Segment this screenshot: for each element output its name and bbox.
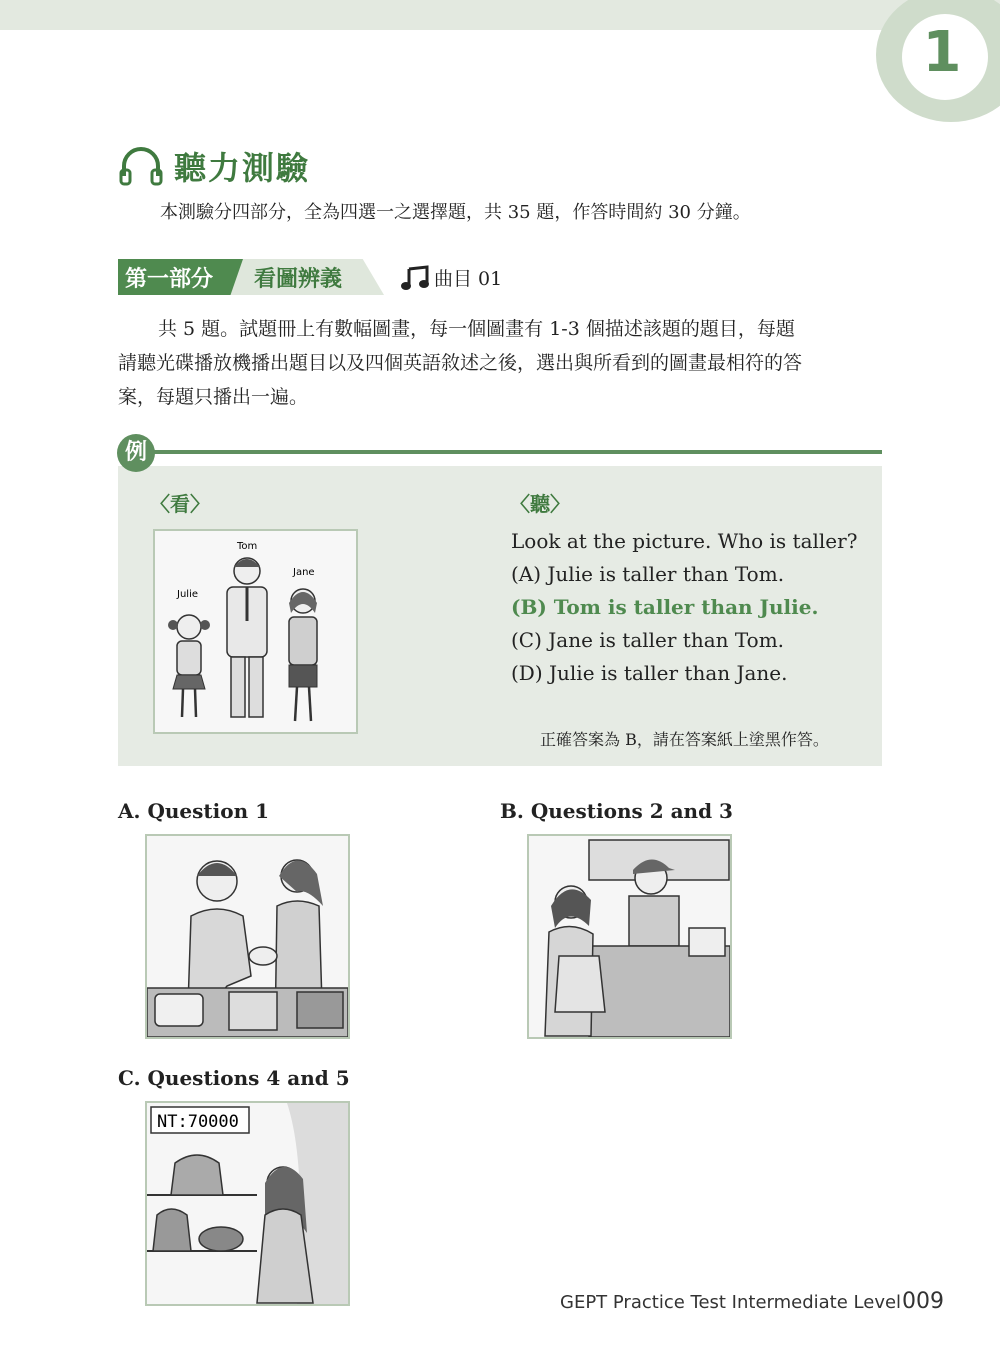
page-number: 009 [902,1289,944,1314]
example-rule [150,450,882,454]
footer-title: GEPT Practice Test Intermediate Level [560,1292,902,1313]
example-illustration [153,529,358,734]
question-text: Look at the picture. Who is taller? [511,529,858,553]
picture-store-window [145,1101,350,1306]
option-a: (A) Julie is taller than Tom. [511,562,785,586]
question-b-heading: B. Questions 2 and 3 [500,799,733,823]
option-c: (C) Jane is taller than Tom. [511,628,785,652]
picture-shop-counter [527,834,732,1039]
answer-options [511,525,857,690]
track-text: 曲目 01 [434,268,503,290]
answer-note: 正確答案為 B，請在答案紙上塗黑作答。 [540,730,829,749]
headphones-icon [118,146,164,186]
part-topic: 看圖辨義 [254,267,343,292]
top-band [0,0,1000,30]
instruction-line: 共 5 題。試題冊上有數幅圖畫，每一個圖畫有 1-3 個描述該題的題目，每題 [158,318,795,340]
chapter-number: 1 [922,20,962,85]
label-jane: Jane [293,567,315,578]
hear-heading: 〈聽〉 [510,492,570,516]
store-window-drawing [147,1103,348,1304]
music-note-icon [400,265,430,291]
example-marker: 例 [117,434,155,472]
question-c-heading: C. Questions 4 and 5 [118,1066,350,1090]
see-heading: 〈看〉 [150,492,210,516]
instructions [118,312,888,414]
picture-handshake [145,834,350,1039]
instruction-line: 請聽光碟播放機播出題目以及四個英語敘述之後，選出與所看到的圖畫最相符的答 [118,352,803,374]
handshake-drawing [147,836,348,1037]
label-julie: Julie [177,589,198,600]
shop-counter-drawing [529,836,730,1037]
question-a-heading: A. Question 1 [118,799,269,823]
track-label [400,264,502,291]
intro-text: 本測驗分四部分，全為四選一之選擇題，共 35 題，作答時間約 30 分鐘。 [160,202,751,223]
label-tom: Tom [237,541,258,552]
price-sign-text: NT:70000 [157,1112,239,1132]
section-title-text: 聽力測驗 [174,149,311,187]
instruction-line: 案，每題只播出一遍。 [118,386,309,408]
option-d: (D) Julie is taller than Jane. [511,661,788,685]
family-drawing [155,531,356,732]
option-b-correct: (B) Tom is taller than Julie. [511,595,819,619]
part-label: 第一部分 [125,267,214,292]
section-title [118,144,310,188]
